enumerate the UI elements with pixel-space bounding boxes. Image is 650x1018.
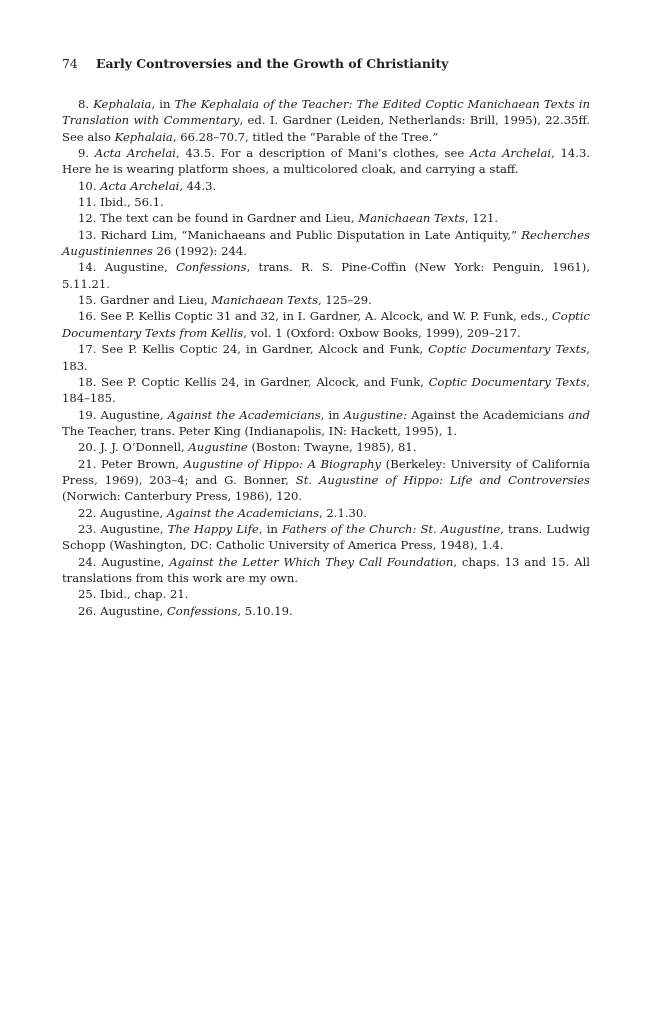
- italic-title: Acta Archelai: [469, 146, 552, 161]
- endnote: [62, 308, 590, 341]
- note-text: 21. Peter Brown,: [78, 456, 184, 471]
- endnote: [62, 210, 590, 226]
- note-text: 12. The text can be found in Gardner and Lieu,: [78, 211, 359, 226]
- italic-title: The Happy Life: [167, 521, 259, 536]
- note-text: 11. Ibid., 56.1.: [78, 195, 164, 210]
- endnote: [62, 96, 590, 145]
- page-header: [62, 56, 602, 72]
- italic-title: Kephalaia: [114, 129, 173, 144]
- note-text: (Norwich: Canterbury Press, 1986), 120.: [62, 489, 303, 504]
- note-text: , 5.10.19.: [237, 603, 293, 618]
- note-text: 26. Augustine,: [78, 603, 167, 618]
- endnote: [62, 407, 590, 440]
- endnotes-list: [62, 96, 590, 619]
- note-text: 13. Richard Lim, “Manichaeans and Public Disputation in Late Antiquity,”: [78, 227, 522, 242]
- note-text: 23. Augustine,: [78, 521, 168, 536]
- note-text: , trans. Ludwig Schopp (Washington, DC: Catholic University of America Press, 1948), 1.4.: [62, 521, 590, 553]
- note-text: 14. Augustine,: [78, 260, 177, 275]
- note-text: , 183.: [62, 342, 590, 373]
- page-number: 74: [62, 56, 78, 71]
- note-text: , 2.1.30.: [319, 505, 367, 520]
- note-text: Against the Academicians: [407, 407, 569, 422]
- note-text: , in: [320, 407, 344, 422]
- endnote: [62, 341, 590, 374]
- note-text: , in: [151, 97, 175, 111]
- italic-title: Manichaean Texts: [358, 211, 465, 226]
- note-text: , 121.: [464, 211, 499, 226]
- endnote: [62, 586, 590, 602]
- note-text: The Teacher, trans. Peter King (Indianapolis, IN: Hackett, 1995), 1.: [62, 423, 458, 438]
- italic-title: Against the Letter Which They Call Foundation: [169, 554, 454, 569]
- italic-title: Manichaean Texts: [211, 293, 319, 308]
- endnote: [62, 521, 590, 554]
- note-text: 9.: [78, 146, 95, 161]
- note-text: , ed. I. Gardner (Leiden, Netherlands: Brill, 1995), 22.35ff. See also: [62, 113, 590, 144]
- note-text: 18. See P. Coptic Kellis 24, in Gardner, Alcock, and Funk,: [78, 374, 429, 389]
- note-text: , 43.5. For a description of Mani’s clothes, see: [176, 146, 470, 161]
- endnote: [62, 554, 590, 587]
- endnote: [62, 505, 590, 521]
- italic-title: and: [568, 407, 590, 422]
- note-text: 8.: [78, 97, 94, 111]
- endnote: [62, 178, 590, 194]
- italic-title: Coptic Documentary Texts: [428, 374, 587, 389]
- endnote: [62, 456, 590, 505]
- italic-title: Acta Archelai: [94, 146, 176, 161]
- note-text: , 44.3.: [179, 178, 217, 193]
- note-text: 24. Augustine,: [78, 554, 170, 569]
- note-text: 20. J. J. O’Donnell,: [78, 440, 189, 455]
- note-text: 26 (1992): 244.: [152, 244, 247, 259]
- note-text: 10.: [78, 178, 101, 193]
- running-title: Early Controversies and the Growth of Christianity: [96, 56, 449, 71]
- italic-title: Recherches Augustiniennes: [62, 227, 590, 259]
- endnote: [62, 145, 590, 178]
- note-text: 15. Gardner and Lieu,: [78, 293, 212, 308]
- italic-title: St. Augustine of Hippo: Life and Controversies: [295, 472, 590, 487]
- note-text: (Boston: Twayne, 1985), 81.: [247, 440, 417, 455]
- note-text: , in: [258, 521, 282, 536]
- endnote: [62, 259, 590, 292]
- endnote: [62, 227, 590, 260]
- note-text: 22. Augustine,: [78, 505, 167, 520]
- italic-title: Confessions: [176, 260, 247, 275]
- italic-title: Against the Academicians: [167, 407, 321, 422]
- italic-title: Augustine of Hippo: A Biography: [183, 456, 382, 471]
- note-text: , 14.3. Here he is wearing platform shoes, a multicolored cloak, and carrying a staff.: [62, 146, 591, 177]
- endnote: [62, 603, 590, 619]
- italic-title: Against the Academicians: [166, 505, 320, 520]
- note-text: , 125–29.: [318, 293, 372, 308]
- italic-title: Coptic Documentary Texts from Kellis: [62, 309, 590, 340]
- endnote: [62, 292, 590, 308]
- italic-title: Coptic Documentary Texts: [428, 342, 587, 357]
- italic-title: Fathers of the Church: St. Augustine: [281, 521, 501, 536]
- italic-title: Augustine:: [343, 407, 408, 422]
- note-text: , 66.28–70.7, titled the “Parable of the Tree.”: [172, 129, 439, 144]
- note-text: 17. See P. Kellis Coptic 24, in Gardner, Alcock and Funk,: [78, 342, 429, 357]
- note-text: , chaps. 13 and 15. All translations from this work are my own.: [62, 554, 591, 585]
- italic-title: The Kephalaia of the Teacher: The Edited Coptic Manichaean Texts in Translation with Commentary: [62, 97, 591, 128]
- note-text: 19. Augustine,: [78, 407, 168, 422]
- note-text: 25. Ibid., chap. 21.: [78, 587, 189, 602]
- italic-title: Augustine: [188, 440, 248, 455]
- note-text: , trans. R. S. Pine-Coffin (New York: Penguin, 1961), 5.11.21.: [62, 260, 591, 291]
- note-text: , 184–185.: [62, 374, 590, 406]
- italic-title: Acta Archelai: [100, 178, 180, 193]
- note-text: (Berkeley: University of California Press, 1969), 203–4; and G. Bonner,: [62, 456, 591, 487]
- note-text: , vol. 1 (Oxford: Oxbow Books, 1999), 209–217.: [243, 325, 521, 340]
- endnote: [62, 439, 590, 455]
- italic-title: Kephalaia: [93, 97, 152, 111]
- endnote: [62, 374, 590, 407]
- note-text: 16. See P. Kellis Coptic 31 and 32, in I. Gardner, A. Alcock, and W. P. Funk, eds.,: [78, 309, 552, 324]
- endnote: [62, 194, 590, 210]
- italic-title: Confessions: [166, 603, 238, 618]
